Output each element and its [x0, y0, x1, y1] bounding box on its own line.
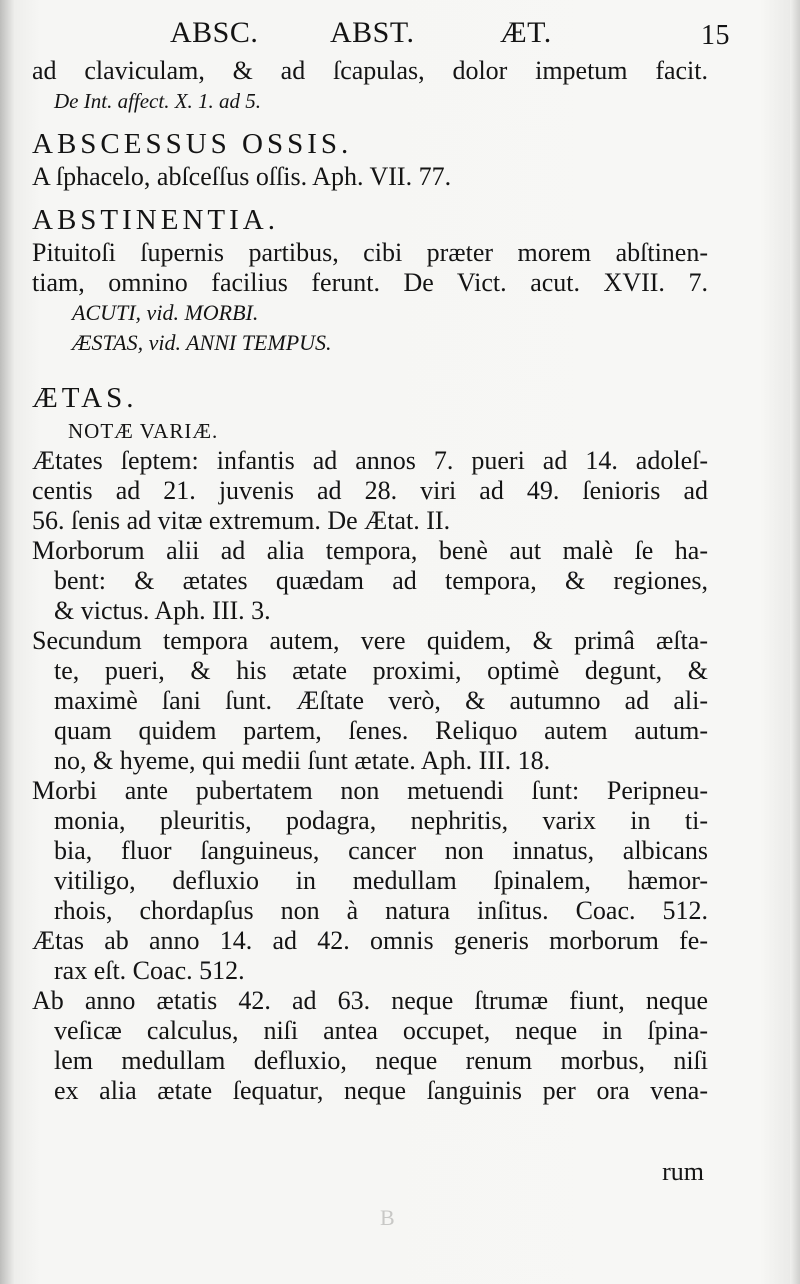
running-header — [30, 10, 730, 54]
text-line: rax eſt. Coac. 512. — [54, 956, 245, 985]
text-line: tiam, omnino facilius ferunt. De Vict. acut. XVII. 7. — [32, 268, 708, 297]
text-line: A ſphacelo, abſceſſus oſſis. Aph. VII. 77. — [32, 162, 452, 191]
header-right: ÆT. — [500, 16, 552, 49]
text-line: quam quidem partem, ſenes. Reliquo autem autum- — [54, 716, 708, 745]
text-line: ÆSTAS, vid. ANNI TEMPUS. — [72, 330, 332, 355]
text-line: NOTÆ VARIÆ. — [68, 419, 219, 443]
text-line: Secundum tempora autem, vere quidem, & primâ æſta- — [32, 626, 708, 655]
text-line: no, & hyeme, qui medii ſunt ætate. Aph. III. 18. — [54, 746, 551, 775]
text-line: Ab anno ætatis 42. ad 63. neque ſtrumæ fiunt, neque — [32, 986, 708, 1015]
section-heading: ÆTAS. — [32, 382, 138, 414]
text-line: te, pueri, & his ætate proximi, optimè degunt, & — [54, 656, 708, 685]
text-line: rhois, chordapſus non à natura inſitus. Coac. 512. — [54, 896, 708, 925]
text-line: monia, pleuritis, podagra, nephritis, varix in ti- — [54, 806, 708, 835]
page-edge-shadow — [790, 0, 800, 1284]
text-line: ad claviculam, & ad ſcapulas, dolor impetum facit. — [32, 56, 708, 85]
text-line: lem medullam defluxio, neque renum morbus, niſi — [54, 1046, 708, 1075]
signature-mark: B — [380, 1205, 395, 1230]
catchword: rum — [662, 1157, 704, 1186]
section-heading: ABSCESSUS OSSIS. — [32, 128, 353, 160]
text-line: De Int. affect. X. 1. ad 5. — [54, 89, 262, 113]
text-line: ACUTI, vid. MORBI. — [72, 300, 259, 325]
text-line: veſicæ calculus, niſi antea occupet, neque in ſpina- — [54, 1016, 708, 1045]
text-line: Pituitoſi ſupernis partibus, cibi præter morem abſtinen- — [32, 238, 708, 267]
section-heading: ABSTINENTIA. — [32, 204, 279, 236]
text-line: & victus. Aph. III. 3. — [54, 596, 271, 625]
page-number: 15 — [701, 20, 730, 51]
text-line: Morbi ante pubertatem non metuendi ſunt: Peripneu- — [32, 776, 708, 805]
text-line: vitiligo, defluxio in medullam ſpinalem, hæmor- — [54, 866, 708, 895]
text-line: Ætates ſeptem: infantis ad annos 7. pueri ad 14. adoleſ- — [32, 446, 708, 475]
page-spine-shadow — [0, 0, 14, 1284]
text-body — [32, 56, 708, 1106]
text-line: bent: & ætates quædam ad tempora, & regiones, — [54, 566, 708, 595]
text-line: Ætas ab anno 14. ad 42. omnis generis morborum fe- — [32, 926, 708, 955]
text-line: Morborum alii ad alia tempora, benè aut malè ſe ha- — [32, 536, 708, 565]
text-line: 56. ſenis ad vitæ extremum. De Ætat. II. — [32, 506, 451, 535]
text-line: bia, fluor ſanguineus, cancer non innatus, albicans — [54, 836, 708, 865]
text-line: centis ad 21. juvenis ad 28. viri ad 49. ſenioris ad — [32, 476, 708, 505]
header-left: ABSC. — [170, 16, 259, 49]
text-line: ex alia ætate ſequatur, neque ſanguinis per ora vena- — [54, 1076, 708, 1105]
header-middle: ABST. — [330, 16, 415, 49]
text-line: maximè ſani ſunt. Æſtate verò, & autumno ad ali- — [54, 686, 708, 715]
